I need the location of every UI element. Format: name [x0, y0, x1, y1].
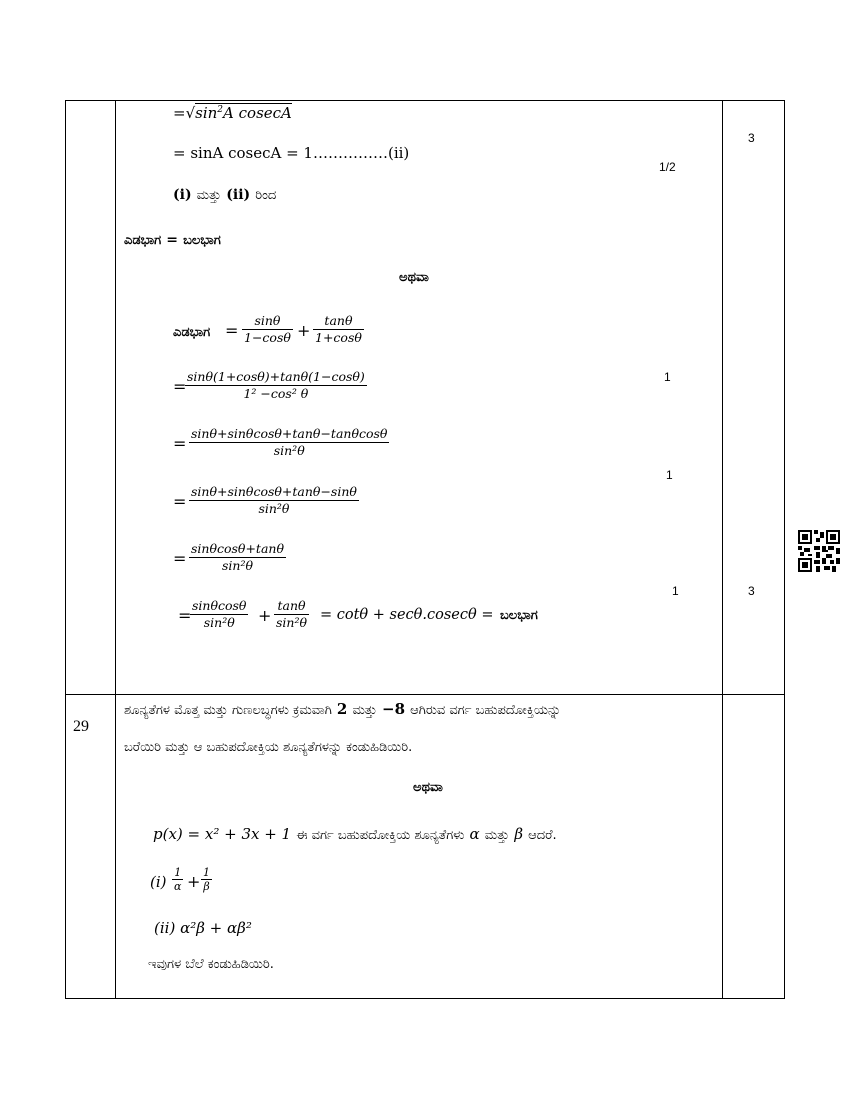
- step3-equals: =: [173, 434, 187, 453]
- mark-one: 1: [666, 468, 673, 482]
- step6-rhs: ಬಲಭಾಗ: [500, 608, 538, 623]
- step6-fraction-1: $\frac{\sin\theta\cos\theta}{\text{sin²θ}}$: [192, 598, 247, 630]
- find-values: ಇವುಗಳ ಬೆಲೆ ಕಂಡುಹಿಡಿಯಿರಿ.: [148, 957, 274, 972]
- part-i-fraction-1: $\frac{1}{\alpha}$: [174, 866, 182, 893]
- answer-line-sinA: = sinA cosecA = 1……………(ii): [173, 144, 410, 162]
- step2-fraction: $\frac{\sin\theta(1+\cos\theta)+\tan\theta(1-\cos\theta)}{\text{1² −cos² θ}}$: [187, 369, 365, 401]
- step1-plus: +: [297, 321, 311, 340]
- question-number: 29: [73, 718, 89, 735]
- table-top-border: [65, 100, 785, 101]
- answer-line-sqrt: $=√\sin^2A$ cosecA: [173, 104, 292, 122]
- col-border-qno: [115, 100, 116, 999]
- qr-code-icon: [798, 530, 840, 572]
- mark-one: 1: [672, 584, 679, 598]
- step1-fraction-1: $\frac{\sin\theta}{1-\cos\theta}$: [244, 313, 291, 345]
- question-line-1: ಶೂನ್ಯತೆಗಳ ಮೊತ್ತ ಮತ್ತು ಗುಣಲಬ್ಧಗಳು ಕ್ರಮವಾಗಿ 2 ಮತ್ತು −8 ಆಗಿರುವ ವರ್ಗ ಬಹುಪದೋಕ್ತಿಯನ್ನು: [124, 700, 562, 718]
- col-border-left: [65, 100, 66, 999]
- step4-equals: =: [173, 492, 187, 511]
- alt-question-line: p(x) = x² + 3x + 1 ಈ ವರ್ಗ ಬಹುಪದೋಕ್ತಿಯ ಶೂನ್ಯತೆಗಳು α ಮತ್ತು β ಆದರೆ.: [153, 825, 557, 843]
- step6-result: = cotθ + secθ.cosecθ =: [320, 607, 494, 623]
- step1-lhs: ಎಡಭಾಗ: [173, 325, 211, 340]
- part-ii: (ii) α²β + αβ²: [154, 919, 252, 937]
- total-marks: 3: [748, 584, 755, 598]
- table-bottom-border: [65, 998, 785, 999]
- step6-fraction-2: $\frac{\tan\theta}{\text{sin²θ}}$: [276, 598, 307, 630]
- or-label: ಅಥವಾ: [413, 780, 443, 795]
- col-border-answer: [722, 100, 723, 999]
- step1-equals: =: [225, 321, 239, 340]
- part-i-fraction-2: $\frac{1}{\beta}$: [203, 866, 210, 893]
- step2-equals: =: [173, 377, 187, 396]
- step5-fraction: $\frac{\sin\theta\cos\theta+\tan\theta}{\text{sin²θ}}$: [191, 541, 284, 573]
- question-line-2: ಬರೆಯಿರಿ ಮತ್ತು ಆ ಬಹುಪದೋಕ್ತಿಯ ಶೂನ್ಯತೆಗಳನ್ನು ಕಂಡುಹಿಡಿಯಿರಿ.: [124, 740, 413, 755]
- row-divider: [65, 694, 785, 695]
- step5-equals: =: [173, 549, 187, 568]
- answer-line-from-i-ii: (i) ಮತ್ತು (ii) ರಿಂದ: [173, 187, 277, 203]
- step4-fraction: $\frac{\sin\theta+\sin\theta\cos\theta+\tan\theta-\sin\theta}{\text{sin²θ}}$: [191, 484, 357, 516]
- step6-equals: =: [178, 606, 192, 625]
- part-i-plus: +: [187, 872, 201, 891]
- step6-plus: +: [258, 606, 272, 625]
- step3-fraction: $\frac{\sin\theta+\sin\theta\cos\theta+\tan\theta-\tan\theta\cos\theta}{\text{sin²θ}}$: [191, 426, 388, 458]
- or-label: ಅಥವಾ: [399, 270, 429, 285]
- mark-one: 1: [664, 370, 671, 384]
- part-i-label: (i): [150, 873, 167, 891]
- col-border-right: [784, 100, 785, 999]
- mark-half: 1/2: [659, 160, 676, 174]
- step1-fraction-2: $\frac{\tan\theta}{1+\cos\theta}$: [315, 313, 362, 345]
- answer-lhs-equals-rhs: ಎಡಭಾಗ = ಬಲಭಾಗ: [124, 232, 221, 248]
- total-marks: 3: [748, 131, 755, 145]
